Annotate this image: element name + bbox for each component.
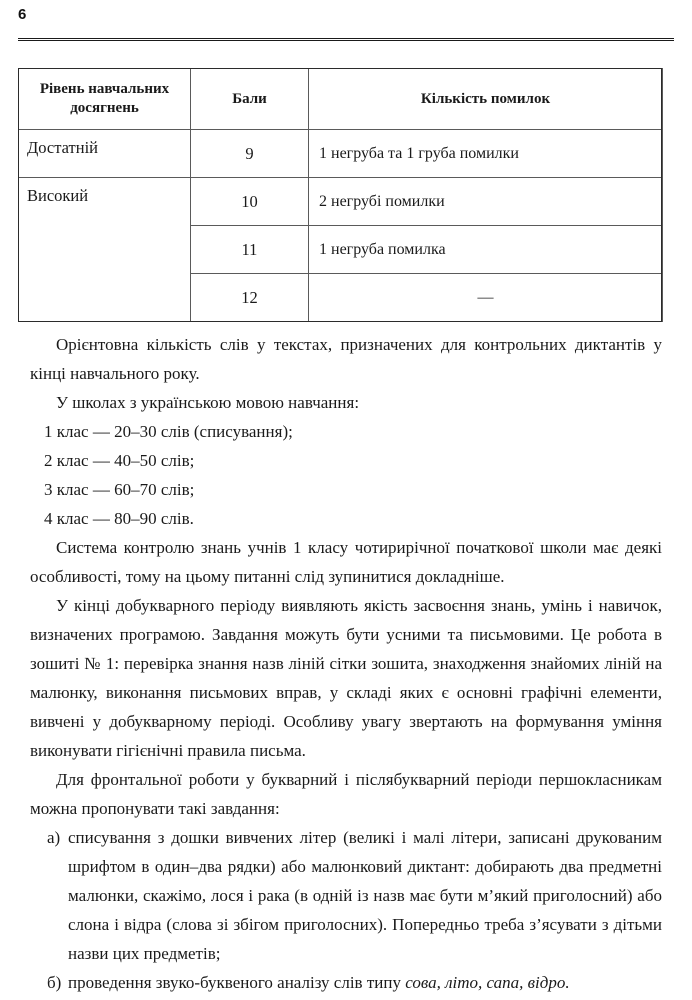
cell-points: 11	[191, 226, 309, 274]
list-item-text: проведення звуко-буквеного аналізу слів типу	[68, 973, 406, 992]
cell-points: 12	[191, 274, 309, 322]
table-row	[19, 130, 663, 178]
word-count-grade-1: 1 клас — 20–30 слів (списування);	[44, 422, 293, 441]
table-header	[19, 69, 663, 130]
cell-points: 10	[191, 178, 309, 226]
column-header-errors: Кількість помилок	[309, 69, 663, 130]
cell-points: 9	[191, 130, 309, 178]
list-item-marker: б)	[47, 973, 62, 992]
word-count-grade-3: 3 клас — 60–70 слів;	[44, 480, 195, 499]
body-text	[30, 330, 662, 997]
header-rule	[18, 38, 674, 41]
paragraph-ukrainian-schools: У школах з українською мовою навчання:	[56, 393, 360, 412]
table-body	[19, 130, 663, 322]
cell-errors: 1 негруба та 1 груба помилки	[309, 130, 663, 178]
list-item-italic-terms: сова, літо, сапа, відро.	[405, 973, 570, 992]
cell-errors: —	[309, 274, 663, 322]
word-count-grade-2: 2 клас — 40–50 слів;	[44, 451, 195, 470]
list-item-marker: а)	[47, 828, 61, 847]
cell-level: Високий	[19, 178, 191, 322]
paragraph-frontal-work: Для фронтальної роботи у букварний і післябукварний періоди першокласникам можна пропонувати такі завдання:	[30, 770, 662, 818]
table-row	[19, 178, 663, 226]
cell-errors: 2 негрубі помилки	[309, 178, 663, 226]
list-item	[30, 968, 662, 997]
page-number: 6	[18, 6, 27, 23]
column-header-level: Рівень навчальних досягнень	[19, 69, 191, 130]
column-header-points: Бали	[191, 69, 309, 130]
paragraph-preletter-period: У кінці добукварного періоду виявляють якість засвоєння знань, умінь і навичок, визначених програмою. Завдання можуть бути усними та письмовими. Це робота в зошиті № 1: перевірка знання назв ліній сітки зошита, знаходження знайомих ліній на малюнку, виконання письмових вправ, у складі яких є основні графічні елементи, вивчені у добукварному періоді. Особливу увагу звертають на формування уміння виконувати гігієнічні правила письма.	[30, 596, 662, 760]
cell-errors: 1 негруба помилка	[309, 226, 663, 274]
paragraph-control-system: Система контролю знань учнів 1 класу чотирирічної початкової школи має деякі особливості, тому на цьому питанні слід зупинитися докладніше.	[30, 538, 662, 586]
table-header-row	[19, 69, 663, 130]
grade-criteria-table	[18, 68, 663, 322]
word-count-grade-4: 4 клас — 80–90 слів.	[44, 509, 194, 528]
cell-level: Достатній	[19, 130, 191, 178]
lettered-task-list	[30, 823, 662, 997]
paragraph-word-count-intro: Орієнтовна кількість слів у текстах, призначених для контрольних диктантів у кінці навчального року.	[30, 335, 662, 383]
list-item	[30, 823, 662, 968]
list-item-text: списування з дошки вивчених літер (великі і малі літери, записані друкованим шрифтом в один–два рядки) або малюнковий диктант: добирають два предметні малюнки, скажімо, лося і рака (в одній із назв має бути м’який приголосний) або слона і відра (слова зі збігом приголосних). Попередньо треба з’ясувати з дітьми назви цих предметів;	[68, 828, 662, 963]
